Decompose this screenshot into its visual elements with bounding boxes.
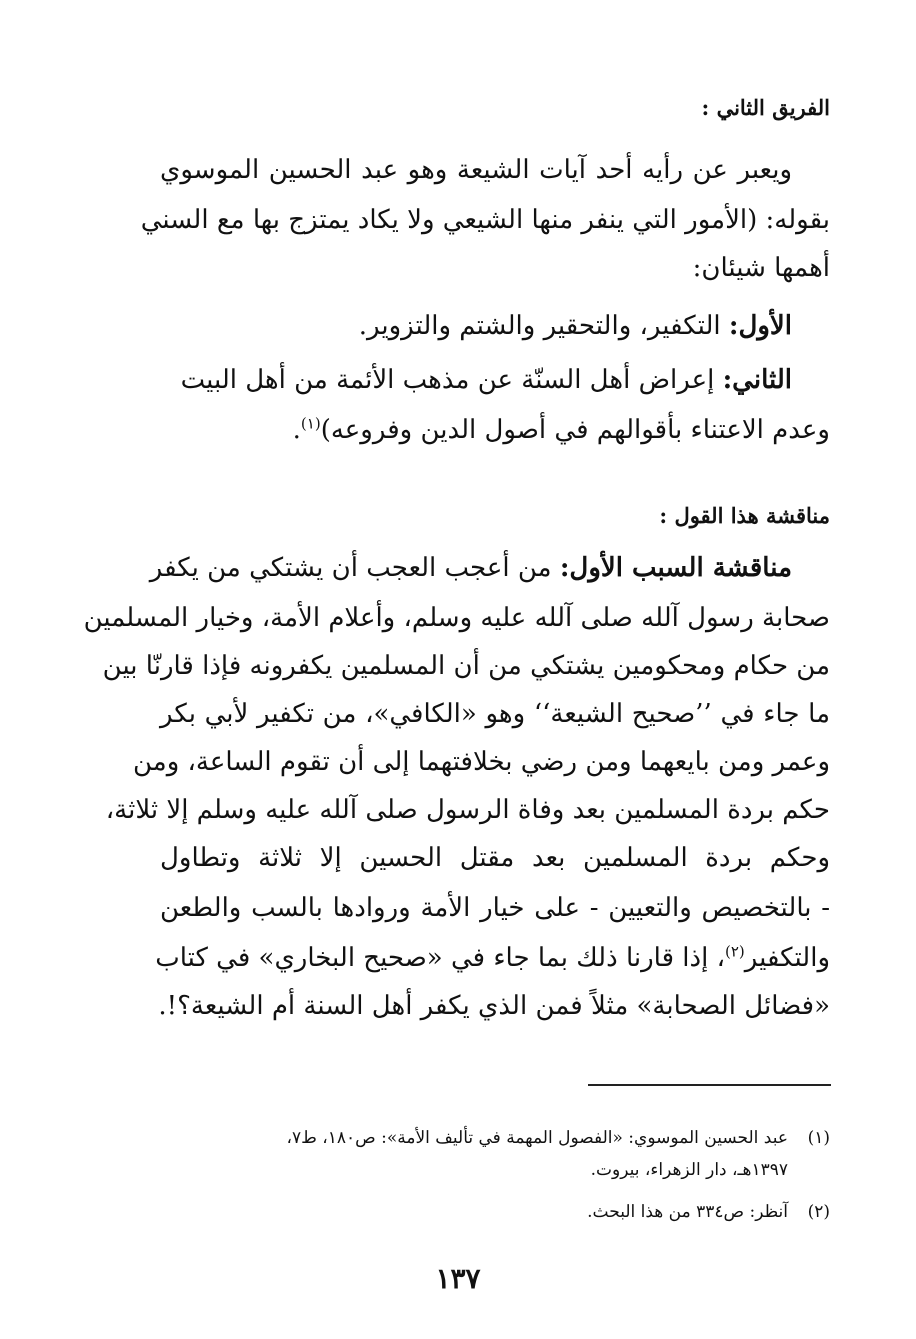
footnote-2-number: (٢) <box>807 1202 830 1222</box>
paragraph-line: - بالتخصيص والتعيين - على خيار الأمة وروادها بالسب والطعن <box>160 893 830 923</box>
paragraph-line: حكم بردة المسلمين بعد وفاة الرسول صلى آلله عليه وسلم إلا ثلاثة، <box>105 795 830 825</box>
paragraph-line: «فضائل الصحابة» مثلاً فمن الذي يكفر أهل السنة أم الشيعة؟!. <box>158 991 830 1021</box>
first-point-text: التكفير، والتحقير والشتم والتزوير. <box>358 311 729 341</box>
section-heading-second-group: الفريق الثاني : <box>701 95 830 120</box>
section-heading-discussion: مناقشة هذا القول : <box>659 503 830 528</box>
page-number: ١٣٧ <box>435 1262 481 1295</box>
footnote-1-continuation: ١٣٩٧هـ، دار الزهراء، بيروت. <box>590 1160 788 1180</box>
discussion-first-label: مناقشة السبب الأول: <box>559 553 792 583</box>
sentence-end: . <box>292 415 301 445</box>
footnote-2-text: آنظر: ص٣٣٤ من هذا البحث. <box>587 1202 788 1222</box>
footnote-ref-1[interactable]: (١) <box>300 414 321 433</box>
line9-start: والتكفير <box>744 943 830 973</box>
second-point-line <box>160 360 830 400</box>
paragraph-line: أهمها شيئان: <box>692 253 830 283</box>
paragraph-line: من حكام ومحكومين يشتكي من أن المسلمين يكفرونه فإذا قارنّا بين <box>102 651 830 681</box>
footnote-2 <box>160 1198 830 1226</box>
paragraph-line: وحكم بردة المسلمين بعد مقتل الحسين إلا ثلاثة وتطاول <box>160 843 830 873</box>
second-point-label: الثاني: <box>722 365 792 395</box>
discussion-first-text: من أعجب العجب أن يشتكي من يكفر <box>149 553 560 583</box>
footnote-1 <box>160 1124 830 1152</box>
first-point-line <box>160 306 830 346</box>
footnote-1-number: (١) <box>807 1128 830 1148</box>
paragraph-line: وعمر ومن بايعهما ومن رضي بخلافتهما إلى أن تقوم الساعة، ومن <box>133 747 830 777</box>
paragraph-line-with-ref <box>155 938 830 978</box>
paragraph-line: صحابة رسول آلله صلى آلله عليه وسلم، وأعلام الأمة، وخيار المسلمين <box>83 603 830 633</box>
first-point-label: الأول: <box>728 311 792 341</box>
second-point-continuation <box>160 410 830 450</box>
paragraph-line: بقوله: (الأمور التي ينفر منها الشيعي ولا يكاد يمتزج بها مع السني <box>140 205 830 235</box>
discussion-first-line <box>149 548 830 588</box>
second-point-text: إعراض أهل السنّة عن مذهب الأئمة من أهل البيت <box>180 365 723 395</box>
paragraph-line: ما جاء في ’’صحيح الشيعة‘‘ وهو «الكافي»، من تكفير لأبي بكر <box>160 699 830 729</box>
paragraph-line: ويعبر عن رأيه أحد آيات الشيعة وهو عبد الحسين الموسوي <box>160 155 792 185</box>
second-point-cont-text: وعدم الاعتناء بأقوالهم في أصول الدين وفروعه) <box>320 415 830 445</box>
line9-end: ، إذا قارنا ذلك بما جاء في «صحيح البخاري» في كتاب <box>155 943 725 973</box>
footnote-divider <box>588 1084 831 1086</box>
footnote-1-text: عبد الحسين الموسوي: «الفصول المهمة في تأليف الأمة»: ص١٨٠، ط٧، <box>286 1128 788 1148</box>
footnote-ref-2[interactable]: (٢) <box>724 942 745 961</box>
